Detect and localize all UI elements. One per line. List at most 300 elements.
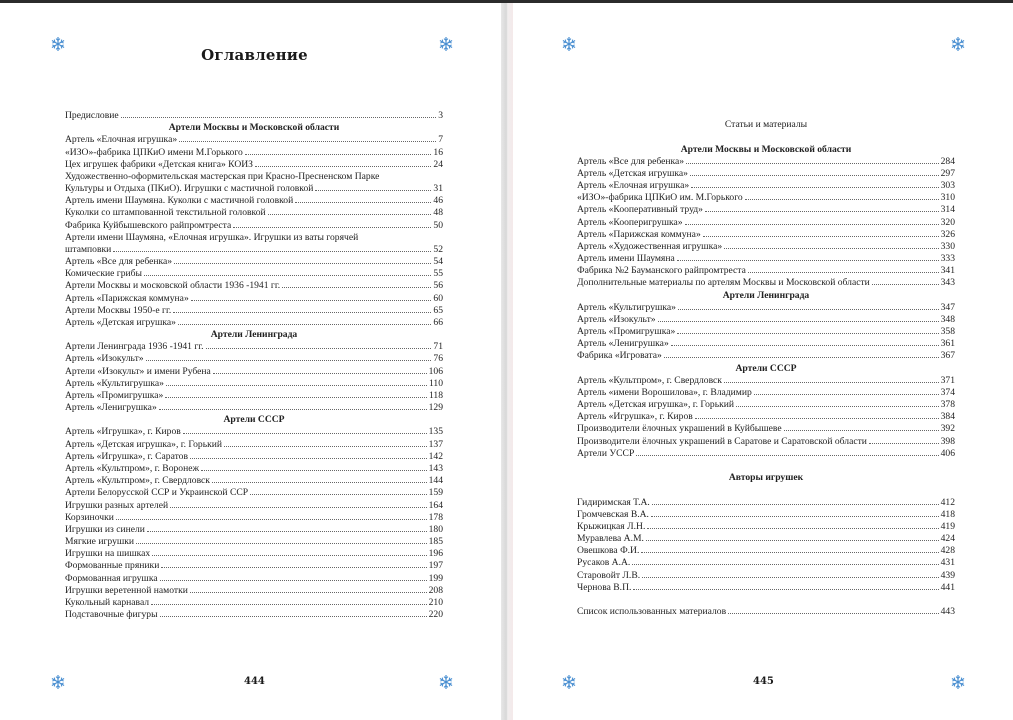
toc-entry-page: 398 [940,435,955,447]
toc-entry-title: Артели «Изокульт» и имени Рубена [65,365,211,377]
toc-entry-page: 199 [428,572,443,584]
toc-entry[interactable] [65,207,443,219]
toc-entry[interactable] [65,341,443,353]
toc-entry[interactable] [65,353,443,365]
toc-entry[interactable] [65,159,443,171]
toc-entry[interactable] [65,134,443,146]
toc-entry-title: Старовойт Л.В. [577,569,641,581]
dot-leader [664,357,939,358]
toc-entry-title: Артели Москвы и московской области 1936 -1941 гг. [65,280,281,292]
toc-entry[interactable] [65,487,443,499]
dot-leader [647,528,938,529]
toc-entry-page: 284 [940,155,955,167]
toc-entry-title: Артель «Игрушка», г. Саратов [65,450,188,462]
dot-leader [213,373,427,374]
dot-leader [636,455,938,456]
toc-entry-title: Список использованных материалов [577,606,727,618]
toc-entry[interactable] [577,253,955,265]
toc-entry-page: 197 [428,560,443,572]
toc-entry[interactable] [65,220,443,232]
toc-entry[interactable] [577,521,955,533]
toc-entry[interactable] [65,232,443,244]
toc-entry-page: 297 [940,167,955,179]
toc-entry-page: 347 [940,301,955,313]
toc-entry-page: 341 [940,265,955,277]
toc-entry-page: 142 [428,450,443,462]
toc-section-heading: Артели Москвы и Московской области [168,122,340,134]
dot-leader [748,272,939,273]
toc-entry[interactable] [65,451,443,463]
toc-section-heading: Артели Ленинграда [210,329,298,341]
dot-leader [250,494,427,495]
toc-entry-title: Артель «Кооперативный труд» [577,204,703,216]
dot-leader [685,224,939,225]
dot-leader [691,187,938,188]
toc-entry-title: Комические грибы [65,268,142,280]
toc-entry-title: Артель «Игрушка», г. Киров [577,411,693,423]
toc-section-heading: Артели СССР [735,362,797,374]
dot-leader [728,613,939,614]
toc-entry[interactable] [577,557,955,569]
toc-entry[interactable] [65,573,443,585]
toc-list-right [577,107,955,618]
snowflake-icon [561,36,577,52]
toc-entry-title: Производители ёлочных украшений в Куйбышеве [577,423,782,435]
toc-entry-page: 3 [438,110,443,121]
dot-leader [166,385,427,386]
dot-leader [224,446,427,447]
dot-leader [745,199,939,200]
dot-leader [268,214,432,215]
snowflake-icon [950,674,966,690]
toc-entry-title: Артели Москвы 1950-е гг. [65,304,172,316]
toc-entry-page: 220 [428,609,443,621]
page-number: 444 [244,676,265,687]
toc-entry[interactable] [577,411,955,423]
toc-entry-page: 129 [428,402,443,414]
dot-leader [170,507,427,508]
toc-entry-title: Овешкова Ф.И. [577,545,640,557]
dot-leader [160,580,427,581]
toc-entry-title: Артель «Изокульт» [65,353,144,365]
toc-entry-page: 374 [940,386,955,398]
dot-leader [113,251,431,252]
dot-leader [703,236,939,237]
toc-entry[interactable] [577,314,955,326]
toc-entry-title: Артель имени Шаумяна. Куколки с мастичной головкой [65,195,294,207]
dot-leader [869,443,939,444]
toc-entry-page: 159 [428,487,443,499]
toc-entry-page: 343 [940,277,955,289]
toc-entry-title: Артель «Все для ребенка» [577,155,685,167]
dot-leader [146,360,432,361]
toc-entry-page: 144 [428,475,443,487]
toc-entry-page: 46 [433,195,443,207]
toc-entry-title: Формованная игрушка [65,572,158,584]
dot-leader [183,433,427,434]
dot-leader [159,409,427,410]
toc-entry-title: Артель «имени Ворошилова», г. Владимир [577,386,752,398]
toc-entry-page: 406 [940,447,955,459]
toc-entry-page: 106 [428,365,443,377]
toc-entry-title: Крыжицкая Л.Н. [577,520,646,532]
toc-entry-page: 310 [940,192,955,204]
toc-entry-title: Артель «Детская игрушка», г. Горький [577,399,735,411]
toc-entry-page: 178 [428,511,443,523]
toc-entry[interactable] [65,426,443,438]
toc-entry[interactable] [577,241,955,253]
dot-leader [206,348,432,349]
toc-entry[interactable] [65,500,443,512]
toc-entry-page: 439 [940,569,955,581]
toc-entry-page: 180 [428,523,443,535]
dot-leader [754,394,939,395]
toc-spacer [577,460,955,472]
dot-leader [174,263,431,264]
dot-leader [641,552,938,553]
toc-entry-page: 358 [940,326,955,338]
toc-entry-page: 48 [433,207,443,219]
toc-entry-page: 431 [940,557,955,569]
toc-entry[interactable] [577,423,955,435]
toc-entry-title: Артель «Игрушка», г. Киров [65,426,181,438]
toc-entry[interactable] [577,302,955,314]
toc-entry-page: 31 [433,183,443,195]
toc-entry-page: 418 [940,508,955,520]
toc-spacer [577,594,955,606]
toc-entry-page: 137 [428,438,443,450]
toc-entry[interactable] [65,585,443,597]
toc-entry-title: Производители ёлочных украшений в Саратове и Саратовской области [577,435,867,447]
toc-entry-page: 71 [433,341,443,353]
toc-entry-title: Предисловие [65,110,119,121]
toc-entry-page: 196 [428,548,443,560]
dot-leader [116,519,427,520]
toc-entry-page: 303 [940,180,955,192]
toc-entry-title: Игрушки из синели [65,523,145,535]
toc-entry-page: 441 [940,581,955,593]
dot-leader [201,470,426,471]
toc-entry-page: 110 [428,377,443,389]
toc-entry[interactable] [65,463,443,475]
toc-entry-title: Артель «Культпром», г. Воронеж [65,462,200,474]
toc-entry-page: 210 [428,596,443,608]
toc-entry-page: 333 [940,253,955,265]
toc-entry[interactable] [65,597,443,609]
toc-entry-title: Артель имени Шаумяна [577,253,675,265]
dot-leader [705,211,939,212]
toc-entry[interactable] [65,195,443,207]
dot-leader [652,504,939,505]
toc-entry-title: Фабрика Куйбышевского райпромтреста [65,219,232,231]
toc-entry[interactable] [65,183,443,195]
toc-title: Оглавление [201,46,308,64]
toc-entry-title: Артель «Ленигрушка» [577,338,669,350]
toc-entry[interactable] [65,390,443,402]
toc-entry-page: 60 [433,292,443,304]
dot-leader [690,175,939,176]
toc-entry[interactable] [577,399,955,411]
toc-entry-page: 118 [428,389,443,401]
dot-leader [121,117,437,118]
toc-section-heading: Артели СССР [223,414,285,426]
toc-spacer [577,131,955,143]
toc-entry[interactable] [65,512,443,524]
toc-entry[interactable] [577,448,955,460]
toc-entry[interactable] [577,217,955,229]
dot-leader [642,577,938,578]
dot-leader [179,141,436,142]
dot-leader [724,248,938,249]
toc-entry-title: Артель «Художественная игрушка» [577,240,723,252]
dot-leader [632,564,938,565]
dot-leader [724,382,939,383]
toc-entry-title: Формованные пряники [65,560,160,572]
dot-leader [136,543,427,544]
toc-entry-title: Куколки со штампованной текстильной головкой [65,207,266,219]
toc-entry-page: 412 [940,496,955,508]
toc-entry-title: Артель «Изокульт» [577,313,656,325]
toc-section-heading: Авторы игрушек [728,472,804,484]
toc-entry-title: Артель «Промигрушка» [65,389,164,401]
toc-section-heading: Артели Москвы и Московской области [680,143,852,155]
dot-leader [677,260,939,261]
toc-entry-title: Артель «Промигрушка» [577,326,676,338]
toc-entry[interactable] [577,192,955,204]
toc-entry-page: 185 [428,536,443,548]
toc-entry[interactable] [577,265,955,277]
toc-entry-title: Артель «Культигрушка» [65,377,164,389]
dot-leader [784,430,939,431]
toc-entry[interactable] [65,475,443,487]
toc-entry-page: 66 [433,316,443,328]
dot-leader [872,284,939,285]
dot-leader [191,300,432,301]
dot-leader [190,458,427,459]
toc-entry-title: Мягкие игрушки [65,536,135,548]
dot-leader [255,166,431,167]
toc-entry-page: 428 [940,545,955,557]
toc-entry-title: Муравлева А.М. [577,533,644,545]
dot-leader [295,202,431,203]
toc-entry-title: Цех игрушек фабрики «Детская книга» КОИЗ [65,158,253,170]
toc-entry-title: Артели Белорусской ССР и Украинской ССР [65,487,249,499]
toc-entry-page: 56 [433,280,443,292]
toc-entry-title: Артель «Елочная игрушка» [577,180,690,192]
toc-entry-title: Дополнительные материалы по артелям Москвы и Московской области [577,277,870,289]
dot-leader [633,589,938,590]
toc-entry-page: 76 [433,353,443,365]
toc-entry-page: 384 [940,411,955,423]
toc-entry[interactable] [65,536,443,548]
toc-entry[interactable] [577,229,955,241]
toc-entry[interactable] [577,204,955,216]
dot-leader [233,227,431,228]
dot-leader [315,190,431,191]
toc-entry-title: Громчевская В.А. [577,508,649,520]
toc-entry-title: Игрушки на шишках [65,548,151,560]
toc-entry-title: Артель «Культпром», г. Свердловск [577,374,722,386]
snowflake-icon [438,674,454,690]
toc-entry-page: 419 [940,520,955,532]
dot-leader [190,592,427,593]
toc-entry-page: 54 [433,256,443,268]
toc-entry-page: 50 [433,219,443,231]
toc-entry-page: 143 [428,462,443,474]
snowflake-icon [561,674,577,690]
dot-leader [151,604,427,605]
toc-entry[interactable] [577,277,955,289]
toc-entry[interactable] [65,280,443,292]
toc-entry[interactable] [577,582,955,594]
dot-leader [173,312,431,313]
dot-leader [178,324,431,325]
dot-leader [144,275,431,276]
toc-entry-title: Артель «Парижская коммуна» [577,228,701,240]
dot-leader [160,616,427,617]
toc-entry-page: 314 [940,204,955,216]
toc-entry-page: 424 [940,533,955,545]
toc-entry[interactable] [65,609,443,621]
toc-entry-title: Артели УССР [577,447,635,459]
toc-entry[interactable] [577,545,955,557]
toc-entry-title: Русаков А.А. [577,557,631,569]
dot-leader [678,309,939,310]
toc-entry-title: Артель «Все для ребенка» [65,256,173,268]
dot-leader [671,345,939,346]
toc-entry-title: Артель «Детская игрушка» [577,167,688,179]
toc-entry[interactable] [65,171,443,183]
toc-entry[interactable] [65,293,443,305]
toc-entry[interactable] [65,268,443,280]
toc-entry-page: 392 [940,423,955,435]
dot-leader [165,397,427,398]
toc-entry-title: Игрушки разных артелей [65,499,169,511]
toc-entry-title: Артель «Культигрушка» [577,301,676,313]
toc-entry-page: 208 [428,584,443,596]
toc-entry-page: 16 [433,146,443,158]
toc-entry-title: Артели Ленинграда 1936 -1941 гг. [65,341,204,353]
toc-entry-page: 378 [940,399,955,411]
toc-entry-title: Артель «Елочная игрушка» [65,134,178,146]
toc-entry-title: Артель «Детская игрушка», г. Горький [65,438,223,450]
toc-entry-title: Артель «Кооперигрушка» [577,216,683,228]
dot-leader [245,154,432,155]
toc-entry[interactable] [577,509,955,521]
dot-leader [282,287,431,288]
toc-entry[interactable] [65,147,443,159]
book-gutter [501,3,513,720]
toc-entry[interactable] [65,110,443,122]
toc-entry-page: 330 [940,240,955,252]
toc-spacer [577,484,955,496]
toc-entry-title: Артель «Ленигрушка» [65,402,157,414]
dot-leader [677,333,938,334]
toc-subsection-heading: Статьи и материалы [724,119,808,131]
toc-entry-title: Кукольный карнавал [65,596,150,608]
toc-entry[interactable] [577,436,955,448]
toc-entry-page: 320 [940,216,955,228]
toc-entry-title: «ИЗО»-фабрика ЦПКиО им. М.Горького [577,192,743,204]
toc-entry[interactable] [65,439,443,451]
toc-entry[interactable] [577,168,955,180]
toc-entry-title: Культуры и Отдыха (ПКиО). Игрушки с мастичной головкой [65,183,314,195]
toc-entry[interactable] [577,156,955,168]
dot-leader [686,163,939,164]
dot-leader [147,531,427,532]
toc-entry[interactable] [577,338,955,350]
toc-entry-title: штамповки [65,243,112,255]
dot-leader [695,418,939,419]
toc-entry-title: Артель «Детская игрушка» [65,316,176,328]
toc-entry[interactable] [577,326,955,338]
toc-entry[interactable] [577,533,955,545]
toc-entry-title: Фабрика №2 Бауманского райпромтреста [577,265,746,277]
dot-leader [646,540,939,541]
toc-entry[interactable] [65,244,443,256]
toc-entry-title: Фабрика «Игровата» [577,350,662,362]
toc-entry[interactable] [65,305,443,317]
toc-entry[interactable] [65,317,443,329]
toc-entry-page: 326 [940,228,955,240]
toc-entry[interactable] [577,606,955,618]
toc-entry-title: Артель «Парижская коммуна» [65,292,189,304]
toc-entry-page: 361 [940,338,955,350]
toc-entry-title: Игрушки веретенной намотки [65,584,188,596]
toc-entry[interactable] [577,375,955,387]
snowflake-icon [950,36,966,52]
toc-entry-title: Артели имени Шаумяна, «Елочная игрушка». Игрушки из ваты горячей [65,231,359,243]
toc-entry-page: 135 [428,426,443,438]
toc-entry[interactable] [65,256,443,268]
toc-entry-page: 164 [428,499,443,511]
dot-leader [651,516,939,517]
toc-entry[interactable] [577,497,955,509]
dot-leader [161,567,426,568]
toc-entry-page: 24 [433,158,443,170]
toc-entry[interactable] [577,570,955,582]
toc-entry[interactable] [577,387,955,399]
toc-list-left [65,110,443,621]
toc-entry[interactable] [65,366,443,378]
dot-leader [736,406,939,407]
toc-entry-page: 65 [433,304,443,316]
toc-entry-title: Чернова В.П. [577,581,632,593]
dot-leader [152,555,426,556]
toc-entry-page: 371 [940,374,955,386]
toc-entry[interactable] [577,180,955,192]
toc-entry-title: Художественно-оформительская мастерская при Красно-Пресненском Парке [65,170,380,182]
toc-entry-page: 55 [433,268,443,280]
toc-entry-page: 443 [940,606,955,618]
snowflake-icon [50,674,66,690]
dot-leader [212,482,427,483]
toc-entry-title: «ИЗО»-фабрика ЦПКиО имени М.Горького [65,146,243,158]
toc-entry-page: 52 [433,243,443,255]
dot-leader [658,321,939,322]
toc-entry[interactable] [65,402,443,414]
toc-entry[interactable] [65,548,443,560]
toc-entry[interactable] [65,378,443,390]
toc-spacer [577,107,955,119]
page-number: 445 [753,676,774,687]
toc-entry[interactable] [65,560,443,572]
toc-entry-title: Корзиночки [65,511,114,523]
toc-entry-title: Артель «Культпром», г. Свердловск [65,475,210,487]
toc-entry[interactable] [65,524,443,536]
toc-entry-page: 7 [438,134,443,146]
toc-entry[interactable] [577,350,955,362]
